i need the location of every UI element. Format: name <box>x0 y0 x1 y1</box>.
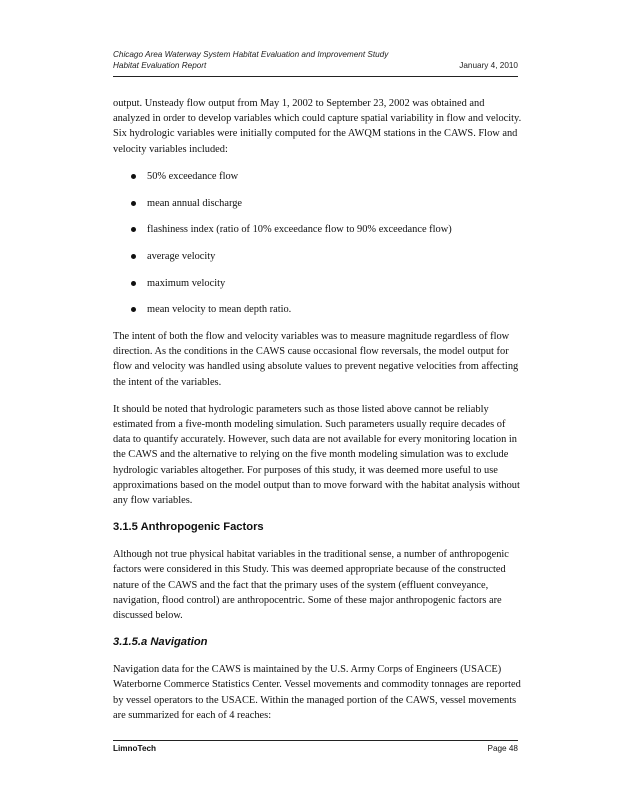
list-item-text: 50% exceedance flow <box>147 170 239 182</box>
header-report-title: Habitat Evaluation Report <box>113 61 207 70</box>
section-heading-navigation: 3.1.5.a Navigation <box>113 636 208 649</box>
bullet-icon <box>131 227 136 232</box>
paragraph-flow-intent: The intent of both the flow and velocity variables was to measure magnitude regardless of flow direction. As the conditions in the CAWS cause occasional flow reversals, the model output for flow and velocity was handled using absolute values to prevent negative velocities from affecting the intent of the variables. <box>113 331 519 388</box>
list-item-text: mean annual discharge <box>147 197 243 209</box>
page-body <box>113 96 523 735</box>
list-item <box>113 249 523 264</box>
paragraph-navigation: Navigation data for the CAWS is maintained by the U.S. Army Corps of Engineers (USACE) Waterborne Commerce Statistics Center. Vessel movements and commodity tonnages are reported by vessel operators to the USACE. Within the managed portion of the CAWS, vessel movements are summarized for each of 4 reaches: <box>113 664 521 721</box>
list-item <box>113 276 523 291</box>
bullet-icon <box>131 174 136 179</box>
header-divider <box>113 76 518 77</box>
variable-list <box>113 169 523 318</box>
bullet-icon <box>131 307 136 312</box>
list-item <box>113 196 523 211</box>
bullet-icon <box>131 201 136 206</box>
header-study-title: Chicago Area Waterway System Habitat Evaluation and Improvement Study <box>113 50 389 59</box>
paragraph-hydrologic-note: It should be noted that hydrologic parameters such as those listed above cannot be reliably estimated from a five-month modeling simulation. Such parameters usually require decades of data to quantify accurately. However, such data are not available for every monitoring location in the CAWS and the alternative to relying on the five month modeling simulation was to exclude hydrologic variables altogether. For purposes of this study, it was deemed more useful to use approximations based on the model output than to move forward with the habitat analysis without any flow variables. <box>113 403 520 507</box>
header-date: January 4, 2010 <box>459 61 518 70</box>
footer-brand: LimnoTech <box>113 744 157 753</box>
list-item-text: average velocity <box>147 250 216 262</box>
bullet-icon <box>131 281 136 286</box>
footer-page-number: Page 48 <box>487 744 518 753</box>
section-heading-anthropogenic: 3.1.5 Anthropogenic Factors <box>113 521 264 534</box>
footer-divider <box>113 740 518 741</box>
list-item <box>113 169 523 184</box>
list-item <box>113 222 523 237</box>
list-item-text: maximum velocity <box>147 277 226 289</box>
page-footer <box>113 743 518 754</box>
bullet-icon <box>131 254 136 259</box>
page-header <box>113 49 518 71</box>
paragraph-flow-output: output. Unsteady flow output from May 1, 2002 to September 23, 2002 was obtained and analyzed in order to develop variables which could capture spatial variability in flow and velocity. Six hydrologic variables were initially computed for the AWQM stations in the CAWS. Flow and velocity variables included: <box>113 98 522 155</box>
paragraph-anthropogenic: Although not true physical habitat variables in the traditional sense, a number of anthropogenic factors were considered in this Study. This was deemed appropriate because of the constructed nature of the CAWS and the fact that the primary uses of the system (effluent conveyance, navigation, flood control) are anthropocentric. Some of these major anthropogenic factors are discussed below. <box>113 549 509 622</box>
list-item-text: flashiness index (ratio of 10% exceedance flow to 90% exceedance flow) <box>147 224 452 236</box>
header-row <box>113 60 518 71</box>
list-item <box>113 302 523 317</box>
list-item-text: mean velocity to mean depth ratio. <box>147 304 292 316</box>
